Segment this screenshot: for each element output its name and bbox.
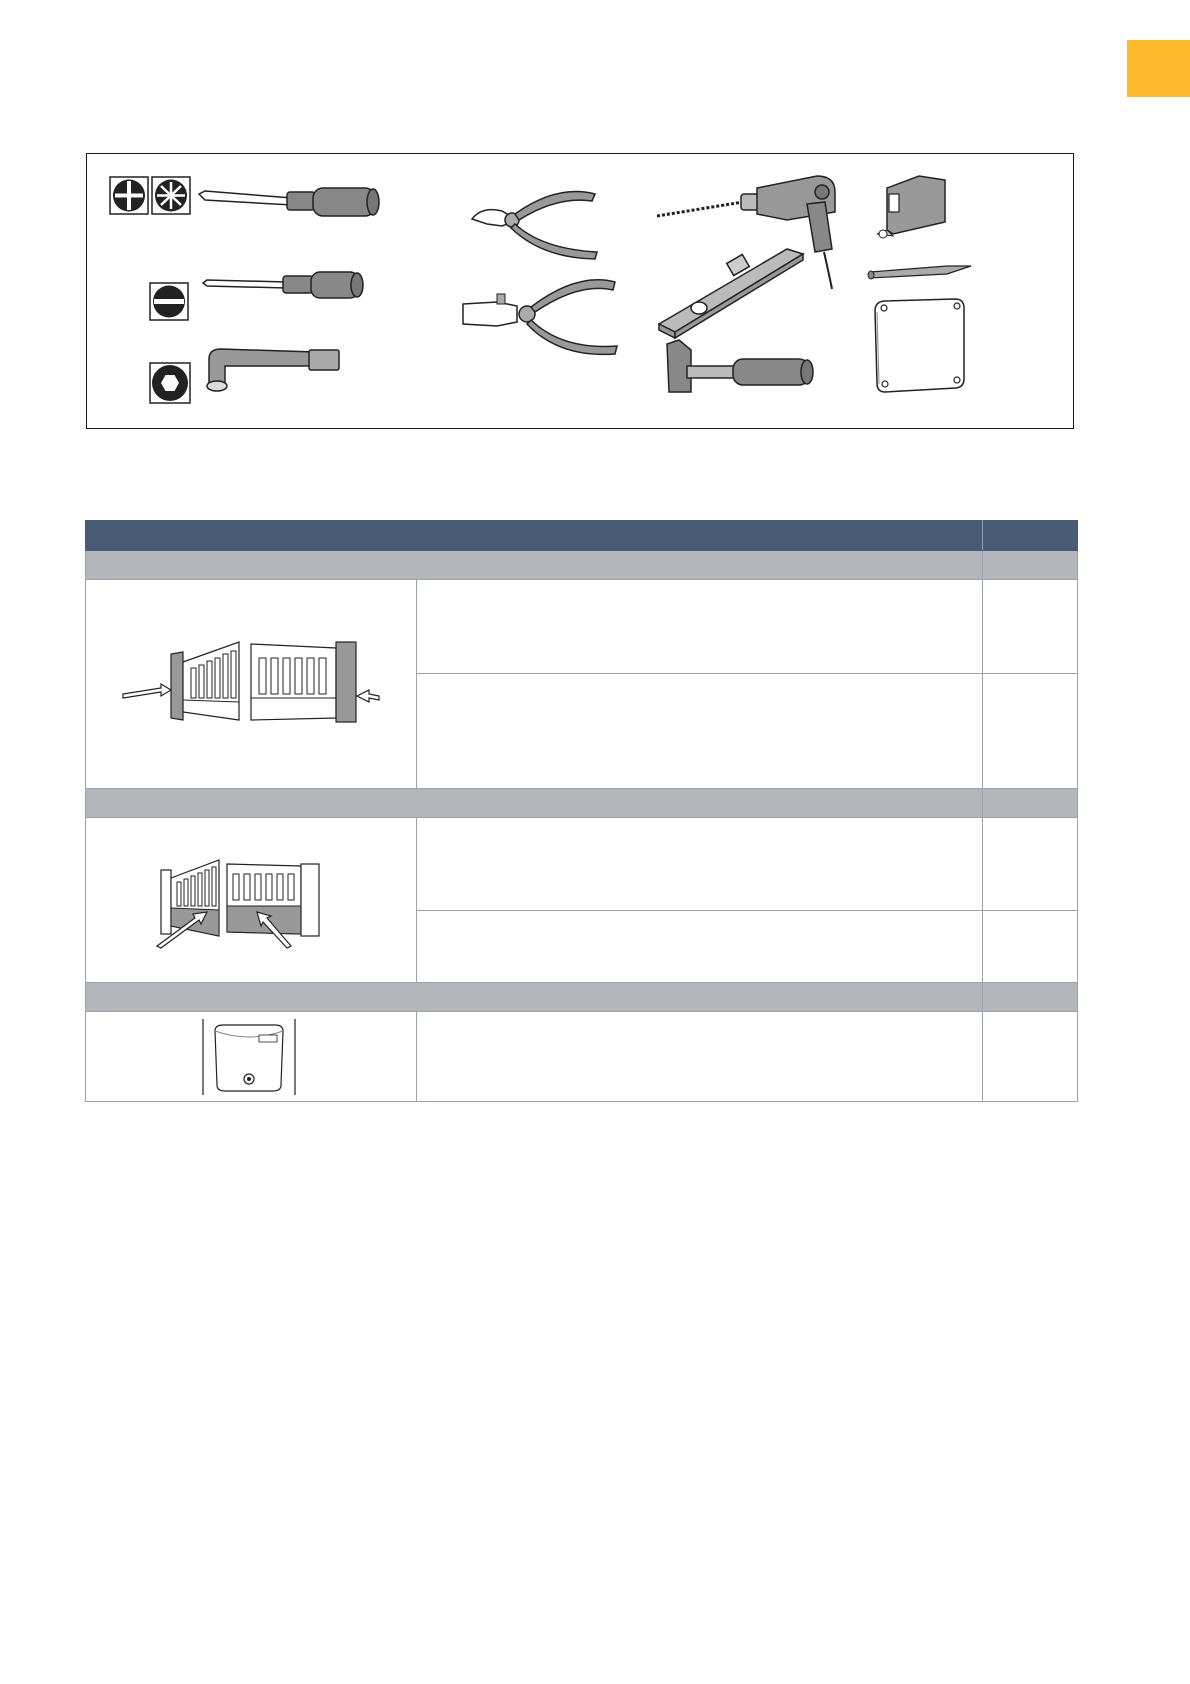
section-row-pillars: [86, 551, 1078, 580]
table-header-row: [86, 521, 1078, 551]
row-text: [417, 911, 983, 983]
table-row: [86, 818, 1078, 911]
gate-pillars-illustration: [86, 580, 417, 789]
chapter-tab-marker: [1127, 40, 1190, 97]
control-box-illustration: [86, 1012, 417, 1102]
table-row: [86, 580, 1078, 674]
tools-required-panel: [86, 153, 1074, 429]
row-value: [983, 818, 1078, 911]
section-label: [86, 983, 983, 1012]
row-text: [417, 818, 983, 911]
flat-tip-symbol-icon: [150, 283, 188, 320]
row-text: [417, 1012, 983, 1102]
row-value: [983, 674, 1078, 789]
hex-symbol-icon: [150, 363, 190, 403]
pencil-icon: [868, 266, 971, 279]
junction-box-icon: [875, 299, 964, 392]
power-drill-icon: [657, 176, 835, 289]
spirit-level-icon: [659, 249, 803, 338]
gate-leaves-illustration: [86, 818, 417, 983]
row-text: [417, 580, 983, 674]
installation-checklist-table: [85, 520, 1078, 1102]
diagonal-cutters-icon: [472, 192, 597, 260]
socket-wrench-icon: [207, 349, 339, 391]
hammer-icon: [667, 340, 813, 392]
section-row-leaves: [86, 789, 1078, 818]
table-row: [86, 1012, 1078, 1102]
tape-measure-icon: [877, 176, 945, 238]
wire-stripper-icon: [463, 280, 617, 355]
phillips-tip-symbol-icon: [110, 177, 148, 214]
row-text: [417, 674, 983, 789]
section-label: [86, 551, 983, 580]
row-value: [983, 1012, 1078, 1102]
flat-screwdriver-icon: [203, 272, 363, 298]
row-value: [983, 911, 1078, 983]
header-value-cell: [983, 521, 1078, 551]
row-value: [983, 580, 1078, 674]
pozidriv-tip-symbol-icon: [152, 177, 190, 214]
section-row-control-box: [86, 983, 1078, 1012]
section-label: [86, 789, 983, 818]
phillips-screwdriver-icon: [199, 188, 379, 216]
header-description-cell: [86, 521, 983, 551]
